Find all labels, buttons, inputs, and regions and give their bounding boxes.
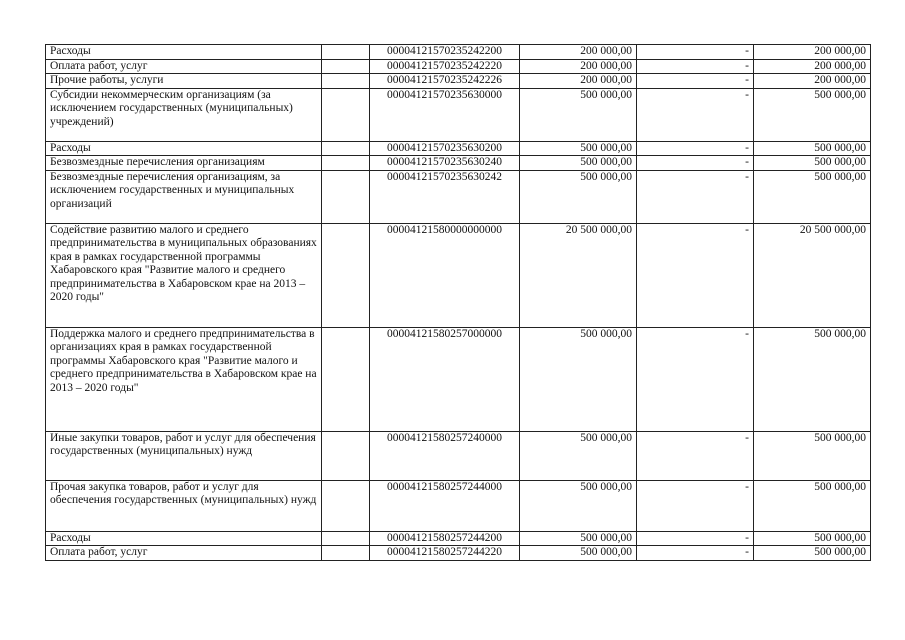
budget-table [45, 44, 871, 561]
row-approved: 200 000,00 [520, 59, 637, 74]
row-code: 00004121570235630242 [370, 170, 520, 223]
row-name: Безвозмездные перечисления организациям [46, 156, 322, 171]
row-approved: 500 000,00 [520, 546, 637, 561]
row-blank-cell [322, 480, 370, 531]
table-row [46, 88, 871, 141]
row-approved: 500 000,00 [520, 431, 637, 480]
row-executed: - [637, 59, 754, 74]
row-executed: - [637, 45, 754, 60]
row-executed: - [637, 141, 754, 156]
row-code: 00004121570235630200 [370, 141, 520, 156]
row-remaining: 500 000,00 [754, 141, 871, 156]
row-executed: - [637, 223, 754, 327]
row-approved: 500 000,00 [520, 88, 637, 141]
row-approved: 200 000,00 [520, 74, 637, 89]
row-blank-cell [322, 141, 370, 156]
row-remaining: 500 000,00 [754, 88, 871, 141]
row-approved: 20 500 000,00 [520, 223, 637, 327]
row-code: 00004121580257000000 [370, 327, 520, 431]
row-executed: - [637, 546, 754, 561]
row-remaining: 200 000,00 [754, 59, 871, 74]
row-code: 00004121580257244220 [370, 546, 520, 561]
row-code: 00004121570235630000 [370, 88, 520, 141]
row-name: Безвозмездные перечисления организациям, за исключением государственных и муниципальных организаций [46, 170, 322, 223]
row-blank-cell [322, 223, 370, 327]
row-code: 00004121580000000000 [370, 223, 520, 327]
row-code: 00004121570235242226 [370, 74, 520, 89]
row-name: Прочая закупка товаров, работ и услуг для обеспечения государственных (муниципальных) нужд [46, 480, 322, 531]
row-code: 00004121580257244200 [370, 531, 520, 546]
table-row [46, 59, 871, 74]
row-blank-cell [322, 431, 370, 480]
row-executed: - [637, 531, 754, 546]
row-remaining: 500 000,00 [754, 170, 871, 223]
row-name: Прочие работы, услуги [46, 74, 322, 89]
row-executed: - [637, 156, 754, 171]
table-row [46, 223, 871, 327]
row-blank-cell [322, 88, 370, 141]
row-remaining: 200 000,00 [754, 45, 871, 60]
row-blank-cell [322, 327, 370, 431]
table-row [46, 480, 871, 531]
row-name: Иные закупки товаров, работ и услуг для обеспечения государственных (муниципальных) нужд [46, 431, 322, 480]
row-remaining: 20 500 000,00 [754, 223, 871, 327]
row-blank-cell [322, 170, 370, 223]
row-remaining: 500 000,00 [754, 327, 871, 431]
table-row [46, 141, 871, 156]
row-executed: - [637, 480, 754, 531]
table-row [46, 170, 871, 223]
row-name: Расходы [46, 141, 322, 156]
row-name: Оплата работ, услуг [46, 59, 322, 74]
row-code: 00004121570235242200 [370, 45, 520, 60]
row-code: 00004121580257244000 [370, 480, 520, 531]
row-remaining: 500 000,00 [754, 546, 871, 561]
row-name: Поддержка малого и среднего предпринимательства в организациях края в рамках государственной программы Хабаровского края "Развитие малого и среднего предпринимательства в Хабаровском крае на 2013 – 2020 годы" [46, 327, 322, 431]
row-blank-cell [322, 546, 370, 561]
row-executed: - [637, 88, 754, 141]
row-code: 00004121570235630240 [370, 156, 520, 171]
row-remaining: 200 000,00 [754, 74, 871, 89]
row-code: 00004121580257240000 [370, 431, 520, 480]
row-name: Расходы [46, 531, 322, 546]
table-row [46, 156, 871, 171]
row-remaining: 500 000,00 [754, 431, 871, 480]
row-blank-cell [322, 74, 370, 89]
table-row [46, 531, 871, 546]
table-row [46, 327, 871, 431]
row-name: Содействие развитию малого и среднего предпринимательства в муниципальных образованиях края в рамках государственной программы Хабаровского края "Развитие малого и среднего предпринимательства в Хабаровском крае на 2013 – 2020 годы" [46, 223, 322, 327]
row-approved: 500 000,00 [520, 170, 637, 223]
table-row [46, 546, 871, 561]
row-executed: - [637, 170, 754, 223]
row-blank-cell [322, 156, 370, 171]
table-row [46, 431, 871, 480]
row-approved: 500 000,00 [520, 141, 637, 156]
row-remaining: 500 000,00 [754, 156, 871, 171]
row-executed: - [637, 327, 754, 431]
row-remaining: 500 000,00 [754, 531, 871, 546]
row-approved: 500 000,00 [520, 327, 637, 431]
row-name: Расходы [46, 45, 322, 60]
row-executed: - [637, 431, 754, 480]
row-remaining: 500 000,00 [754, 480, 871, 531]
row-name: Субсидии некоммерческим организациям (за исключением государственных (муниципальных) учреждений) [46, 88, 322, 141]
row-executed: - [637, 74, 754, 89]
row-code: 00004121570235242220 [370, 59, 520, 74]
row-approved: 500 000,00 [520, 480, 637, 531]
row-blank-cell [322, 59, 370, 74]
row-name: Оплата работ, услуг [46, 546, 322, 561]
table-row [46, 74, 871, 89]
row-blank-cell [322, 45, 370, 60]
row-approved: 200 000,00 [520, 45, 637, 60]
row-blank-cell [322, 531, 370, 546]
row-approved: 500 000,00 [520, 156, 637, 171]
row-approved: 500 000,00 [520, 531, 637, 546]
table-row [46, 45, 871, 60]
